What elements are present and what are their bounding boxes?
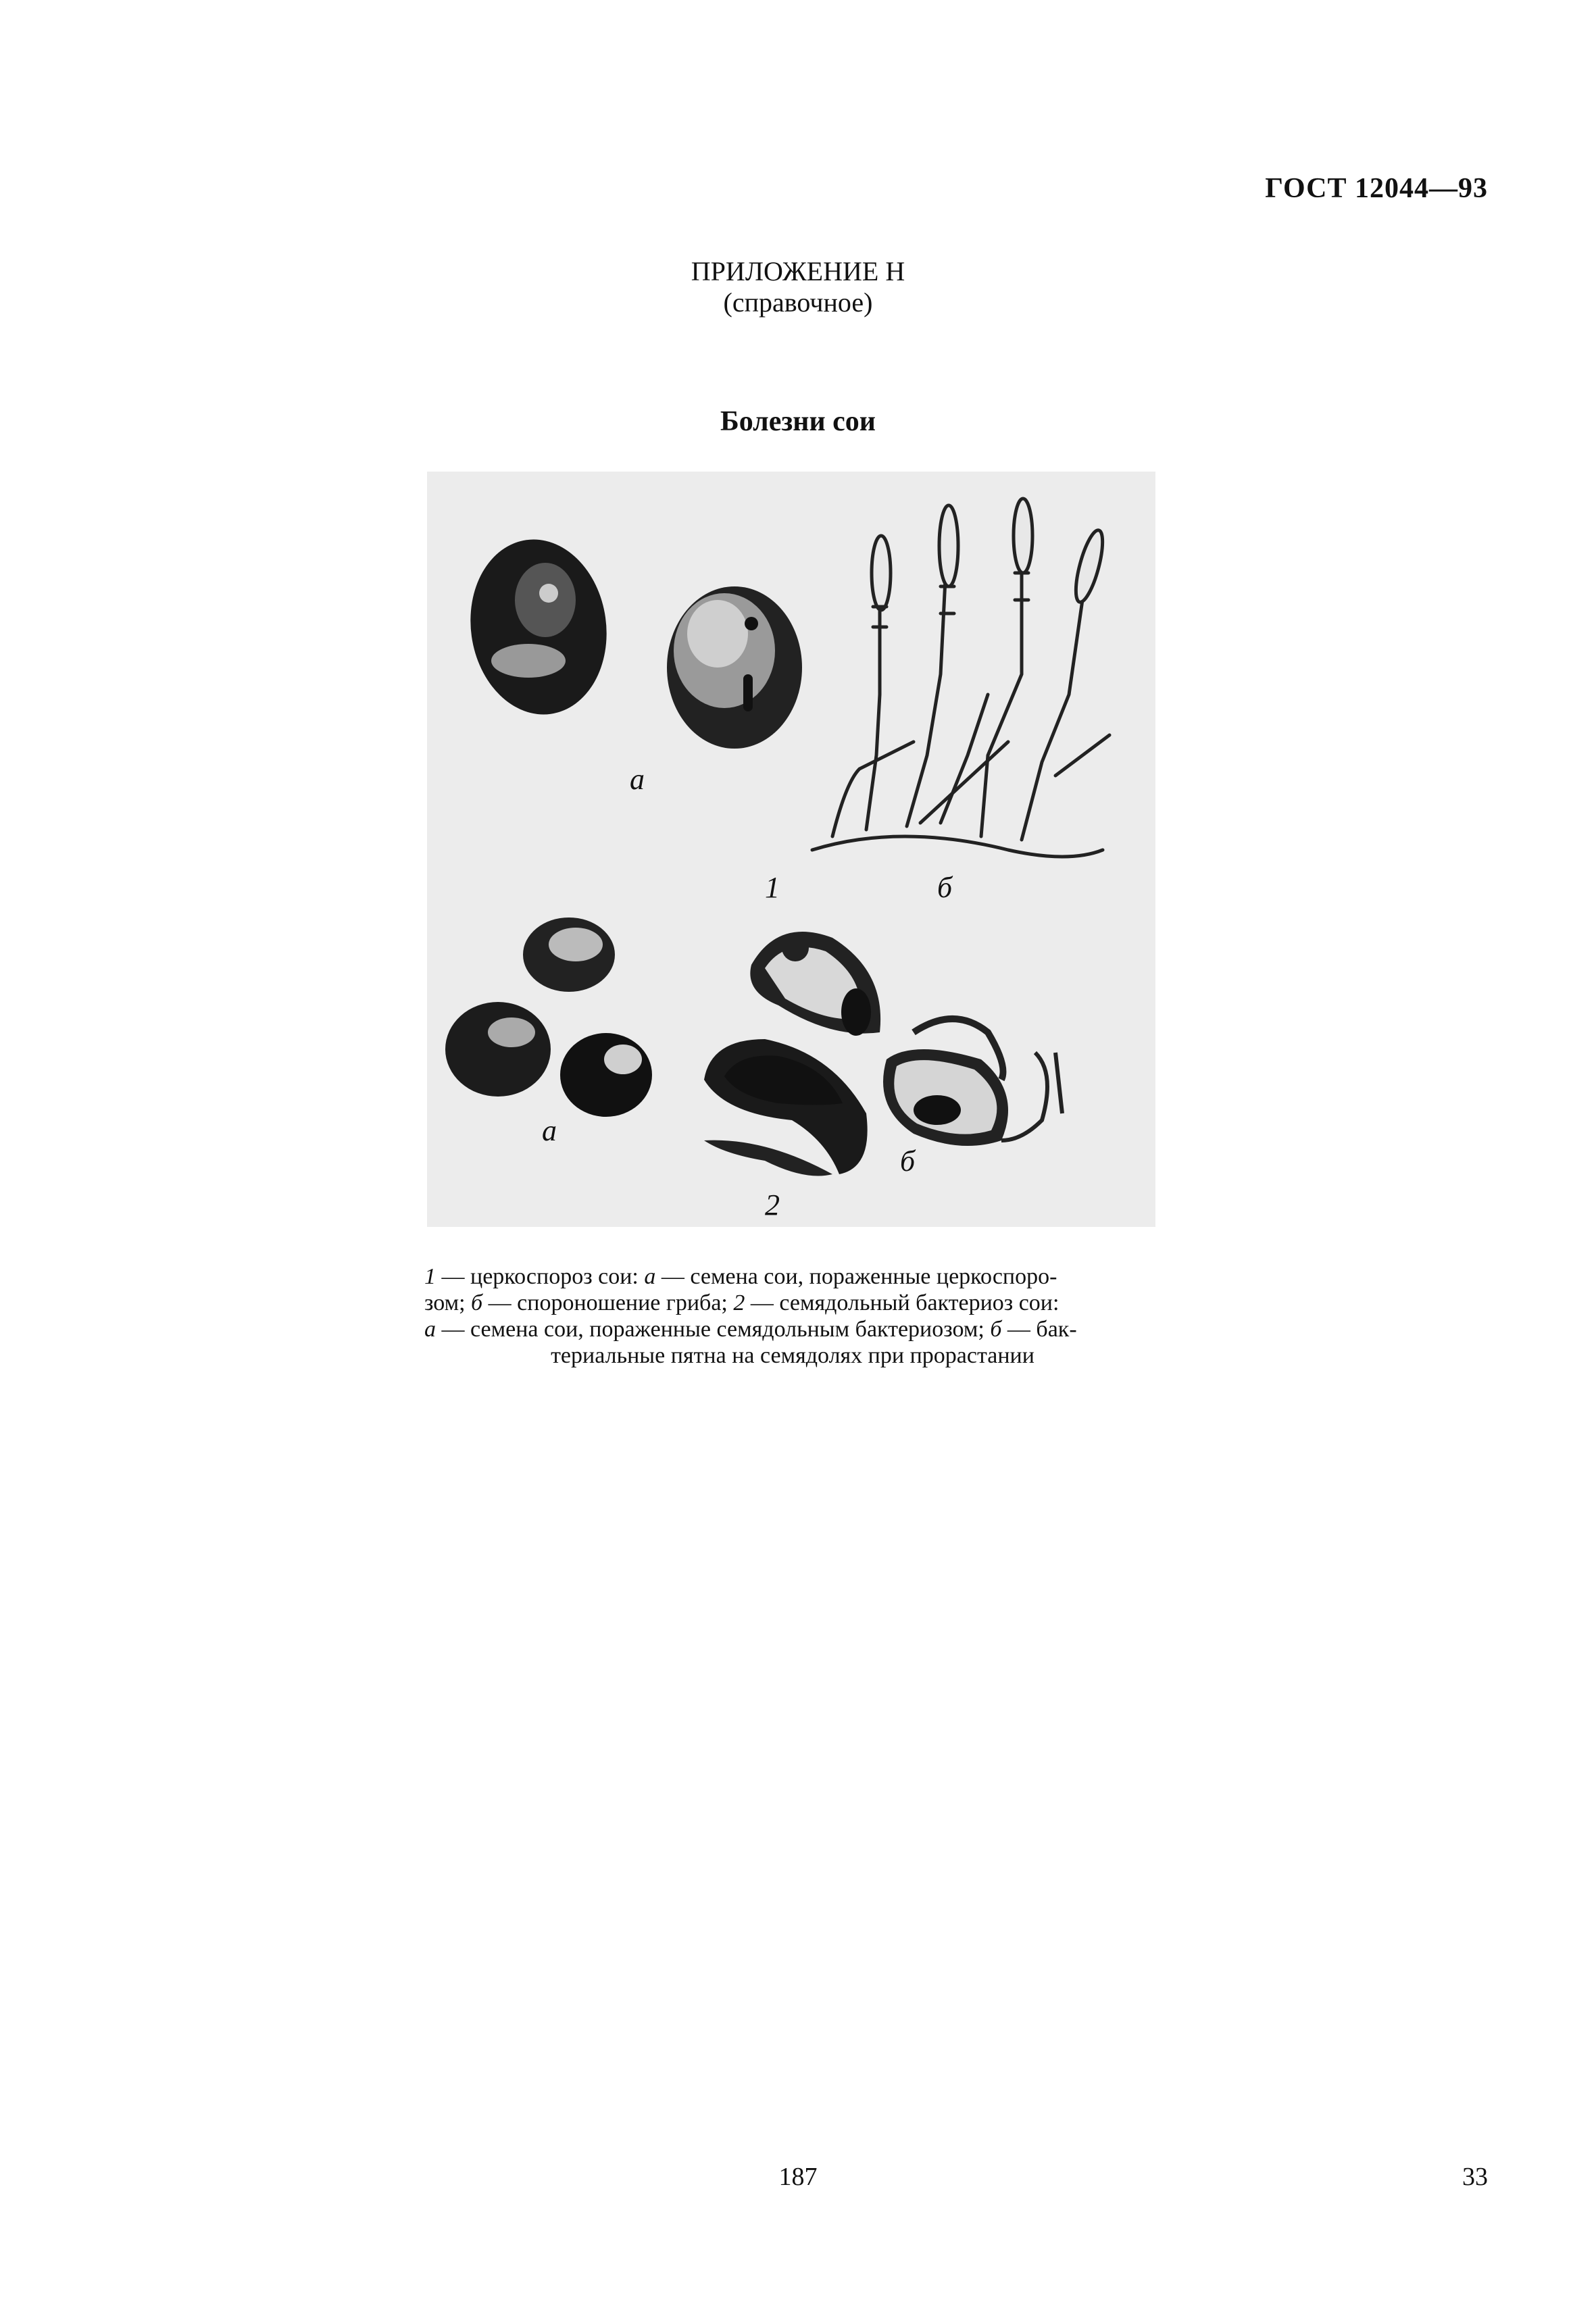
caption-ref-b2: б [990, 1317, 1002, 1342]
caption-text-7: — бак- [1001, 1317, 1077, 1342]
caption-line-2 [424, 1290, 1161, 1316]
caption-text-3: зом; [424, 1290, 472, 1315]
fungus-sporulation-1b [812, 499, 1109, 857]
caption-text-2: — семена сои, пораженные церкоспоро- [655, 1264, 1057, 1289]
label-a-top: а [630, 763, 645, 796]
caption-ref-a2: а [424, 1317, 436, 1342]
seed-1a-right [667, 586, 802, 749]
caption-ref-2: 2 [733, 1290, 745, 1315]
label-a-bottom: а [542, 1114, 557, 1147]
standard-number: ГОСТ 12044—93 [1265, 173, 1488, 204]
sheet-number: 33 [1462, 2163, 1488, 2191]
caption-text-4: — спороношение гриба; [482, 1290, 734, 1315]
page-number: 187 [778, 2163, 818, 2191]
cotyledon-2b-right [883, 1019, 1062, 1146]
caption-line-3 [424, 1316, 1161, 1342]
seed-2a-left [445, 1002, 551, 1097]
caption-text-5: — семядольный бактериоз сои: [745, 1290, 1059, 1315]
cotyledon-2b-top [750, 932, 880, 1036]
section-title: Болезни сои [720, 406, 876, 437]
caption-text-6: — семена сои, пораженные семядольным бактериозом; [436, 1317, 991, 1342]
caption-ref-1: 1 [424, 1264, 436, 1289]
label-b-bottom: б [900, 1145, 916, 1178]
soybean-diseases-figure [427, 472, 1155, 1227]
label-fig-2: 2 [765, 1188, 780, 1222]
appendix-subtitle: (справочное) [723, 287, 873, 318]
label-b-top: б [937, 871, 953, 904]
appendix-title: ПРИЛОЖЕНИЕ Н [691, 256, 905, 286]
caption-ref-b: б [471, 1290, 483, 1315]
cotyledon-2b-middle [704, 1039, 868, 1176]
caption-line-4: териальные пятна на семядолях при прорастании [551, 1343, 1034, 1368]
figure-illustration [427, 472, 1155, 1227]
seed-2a-right [560, 1033, 652, 1117]
caption-line-1 [424, 1263, 1161, 1290]
figure-caption [424, 1263, 1161, 1369]
label-fig-1: 1 [765, 871, 780, 904]
seed-1a-left [459, 530, 618, 723]
caption-text-1: — церкоспороз сои: [436, 1264, 645, 1289]
caption-ref-a: а [644, 1264, 656, 1289]
seed-2a-top [523, 917, 615, 992]
